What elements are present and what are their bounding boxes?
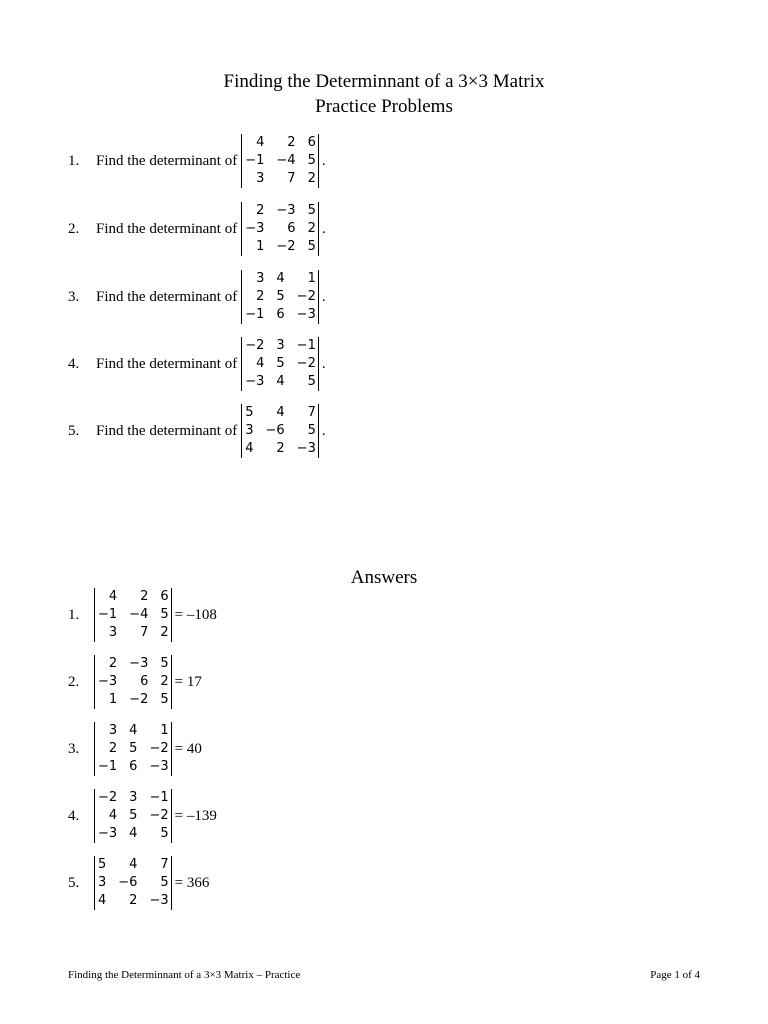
matrix-entry: 4 <box>98 893 107 908</box>
matrix-entry: 5 <box>129 741 138 756</box>
matrix-entry: 5 <box>276 289 285 304</box>
answer-result: = –108 <box>174 606 217 623</box>
matrix-entry: 2 <box>276 441 285 456</box>
matrix-entry: 4 <box>276 271 285 286</box>
matrix-entry: 4 <box>276 405 285 420</box>
page-subtitle: Practice Problems <box>315 96 453 117</box>
matrix-entry: 1 <box>307 271 316 286</box>
matrix-entry: 4 <box>129 723 138 738</box>
determinant-matrix <box>241 270 319 324</box>
matrix-entry: −1 <box>245 153 265 168</box>
problem-prompt: Find the determinant of <box>96 288 238 305</box>
problem-number: 4. <box>68 355 80 372</box>
matrix-entry: 3 <box>256 271 265 286</box>
matrix-entry: 3 <box>276 338 285 353</box>
matrix-entry: 1 <box>108 692 118 707</box>
matrix-entry: −3 <box>149 759 169 774</box>
matrix-entry: −3 <box>296 441 316 456</box>
matrix-entry: −2 <box>149 741 169 756</box>
matrix-entry: 4 <box>108 589 118 604</box>
matrix-entry: 6 <box>307 135 316 150</box>
matrix-entry: −1 <box>245 307 265 322</box>
matrix-entry: 4 <box>276 374 285 389</box>
footer-title: Finding the Determinnant of a 3×3 Matrix – Practice <box>68 969 301 981</box>
matrix-entry: −3 <box>296 307 316 322</box>
answer-number: 2. <box>68 673 80 690</box>
matrix-entry: 5 <box>245 405 254 420</box>
problem-number: 1. <box>68 152 80 169</box>
matrix-entry: 5 <box>160 692 169 707</box>
answer-result: = –139 <box>174 807 217 824</box>
matrix-entry: −2 <box>149 808 169 823</box>
problem-period: . <box>321 152 326 169</box>
matrix-entry: 1 <box>160 723 169 738</box>
matrix-entry: 6 <box>276 307 285 322</box>
matrix-entry: 4 <box>129 826 138 841</box>
problem-prompt: Find the determinant of <box>96 422 238 439</box>
matrix-entry: −4 <box>276 153 296 168</box>
matrix-entry: 2 <box>140 589 149 604</box>
matrix-entry: 5 <box>307 374 316 389</box>
matrix-entry: −2 <box>129 692 149 707</box>
matrix-entry: −3 <box>129 656 149 671</box>
answer-number: 3. <box>68 740 80 757</box>
determinant-matrix <box>241 134 319 188</box>
matrix-entry: 5 <box>160 656 169 671</box>
answers-heading: Answers <box>350 567 418 588</box>
matrix-entry: 7 <box>287 171 296 186</box>
problem-prompt: Find the determinant of <box>96 220 238 237</box>
matrix-entry: −2 <box>296 289 316 304</box>
problem-item <box>68 404 326 458</box>
matrix-entry: 2 <box>287 135 296 150</box>
determinant-matrix <box>94 588 172 642</box>
matrix-entry: −3 <box>149 893 169 908</box>
matrix-entry: 2 <box>129 893 138 908</box>
determinant-matrix <box>241 202 319 256</box>
answer-result: = 40 <box>174 740 202 757</box>
matrix-entry: 3 <box>108 625 118 640</box>
determinant-matrix <box>241 337 319 391</box>
problem-period: . <box>321 220 326 237</box>
matrix-entry: 4 <box>256 135 265 150</box>
matrix-entry: −1 <box>149 790 169 805</box>
matrix-entry: 6 <box>129 759 138 774</box>
matrix-entry: 5 <box>129 808 138 823</box>
matrix-entry: 2 <box>160 625 169 640</box>
matrix-entry: 5 <box>276 356 285 371</box>
matrix-entry: 2 <box>108 656 118 671</box>
answer-item <box>68 856 209 910</box>
matrix-entry: 5 <box>160 607 169 622</box>
matrix-entry: 7 <box>160 857 169 872</box>
matrix-entry: 4 <box>129 857 138 872</box>
matrix-entry: 5 <box>307 239 316 254</box>
matrix-entry: −3 <box>98 826 118 841</box>
problem-item <box>68 134 326 188</box>
matrix-entry: −2 <box>296 356 316 371</box>
matrix-entry: 1 <box>256 239 265 254</box>
problem-item <box>68 202 326 256</box>
problem-period: . <box>321 355 326 372</box>
matrix-entry: 6 <box>140 674 149 689</box>
matrix-entry: 5 <box>98 857 107 872</box>
matrix-entry: −2 <box>98 790 118 805</box>
matrix-entry: 2 <box>108 741 118 756</box>
matrix-entry: 5 <box>160 875 169 890</box>
matrix-entry: 2 <box>256 203 265 218</box>
matrix-entry: 2 <box>307 221 316 236</box>
matrix-entry: 2 <box>307 171 316 186</box>
matrix-entry: 4 <box>245 441 254 456</box>
matrix-entry: 5 <box>307 153 316 168</box>
determinant-matrix <box>94 789 172 843</box>
matrix-entry: 3 <box>256 171 265 186</box>
answer-item <box>68 655 202 709</box>
answer-number: 1. <box>68 606 80 623</box>
matrix-entry: −3 <box>245 374 265 389</box>
matrix-entry: 6 <box>287 221 296 236</box>
problem-number: 2. <box>68 220 80 237</box>
matrix-entry: −3 <box>98 674 118 689</box>
problem-prompt: Find the determinant of <box>96 152 238 169</box>
determinant-matrix <box>241 404 319 458</box>
determinant-matrix <box>94 722 172 776</box>
answer-item <box>68 722 202 776</box>
matrix-entry: 6 <box>160 589 169 604</box>
matrix-entry: 3 <box>245 423 254 438</box>
matrix-entry: −3 <box>245 221 265 236</box>
answer-result: = 17 <box>174 673 202 690</box>
matrix-entry: 4 <box>256 356 265 371</box>
page-title: Finding the Determinnant of a 3×3 Matrix <box>223 71 545 92</box>
matrix-entry: 5 <box>307 423 316 438</box>
matrix-entry: −1 <box>296 338 316 353</box>
matrix-entry: 2 <box>160 674 169 689</box>
problem-period: . <box>321 422 326 439</box>
problem-period: . <box>321 288 326 305</box>
matrix-entry: −4 <box>129 607 149 622</box>
problem-number: 3. <box>68 288 80 305</box>
matrix-entry: 3 <box>98 875 107 890</box>
matrix-entry: −2 <box>276 239 296 254</box>
problem-number: 5. <box>68 422 80 439</box>
problem-item <box>68 337 326 391</box>
problem-item <box>68 270 326 324</box>
matrix-entry: −1 <box>98 607 118 622</box>
footer-page-number: Page 1 of 4 <box>650 969 700 981</box>
matrix-entry: −2 <box>245 338 265 353</box>
matrix-entry: −1 <box>98 759 118 774</box>
matrix-entry: 5 <box>160 826 169 841</box>
matrix-entry: −6 <box>265 423 285 438</box>
determinant-matrix <box>94 655 172 709</box>
matrix-entry: −6 <box>118 875 138 890</box>
matrix-entry: 4 <box>108 808 118 823</box>
matrix-entry: 7 <box>307 405 316 420</box>
matrix-entry: 2 <box>256 289 265 304</box>
answer-item <box>68 789 217 843</box>
matrix-entry: 3 <box>108 723 118 738</box>
answer-number: 5. <box>68 874 80 891</box>
answer-result: = 366 <box>174 874 210 891</box>
determinant-matrix <box>94 856 172 910</box>
matrix-entry: 3 <box>129 790 138 805</box>
matrix-entry: 5 <box>307 203 316 218</box>
matrix-entry: −3 <box>276 203 296 218</box>
answer-number: 4. <box>68 807 80 824</box>
answer-item <box>68 588 217 642</box>
problem-prompt: Find the determinant of <box>96 355 238 372</box>
matrix-entry: 7 <box>140 625 149 640</box>
